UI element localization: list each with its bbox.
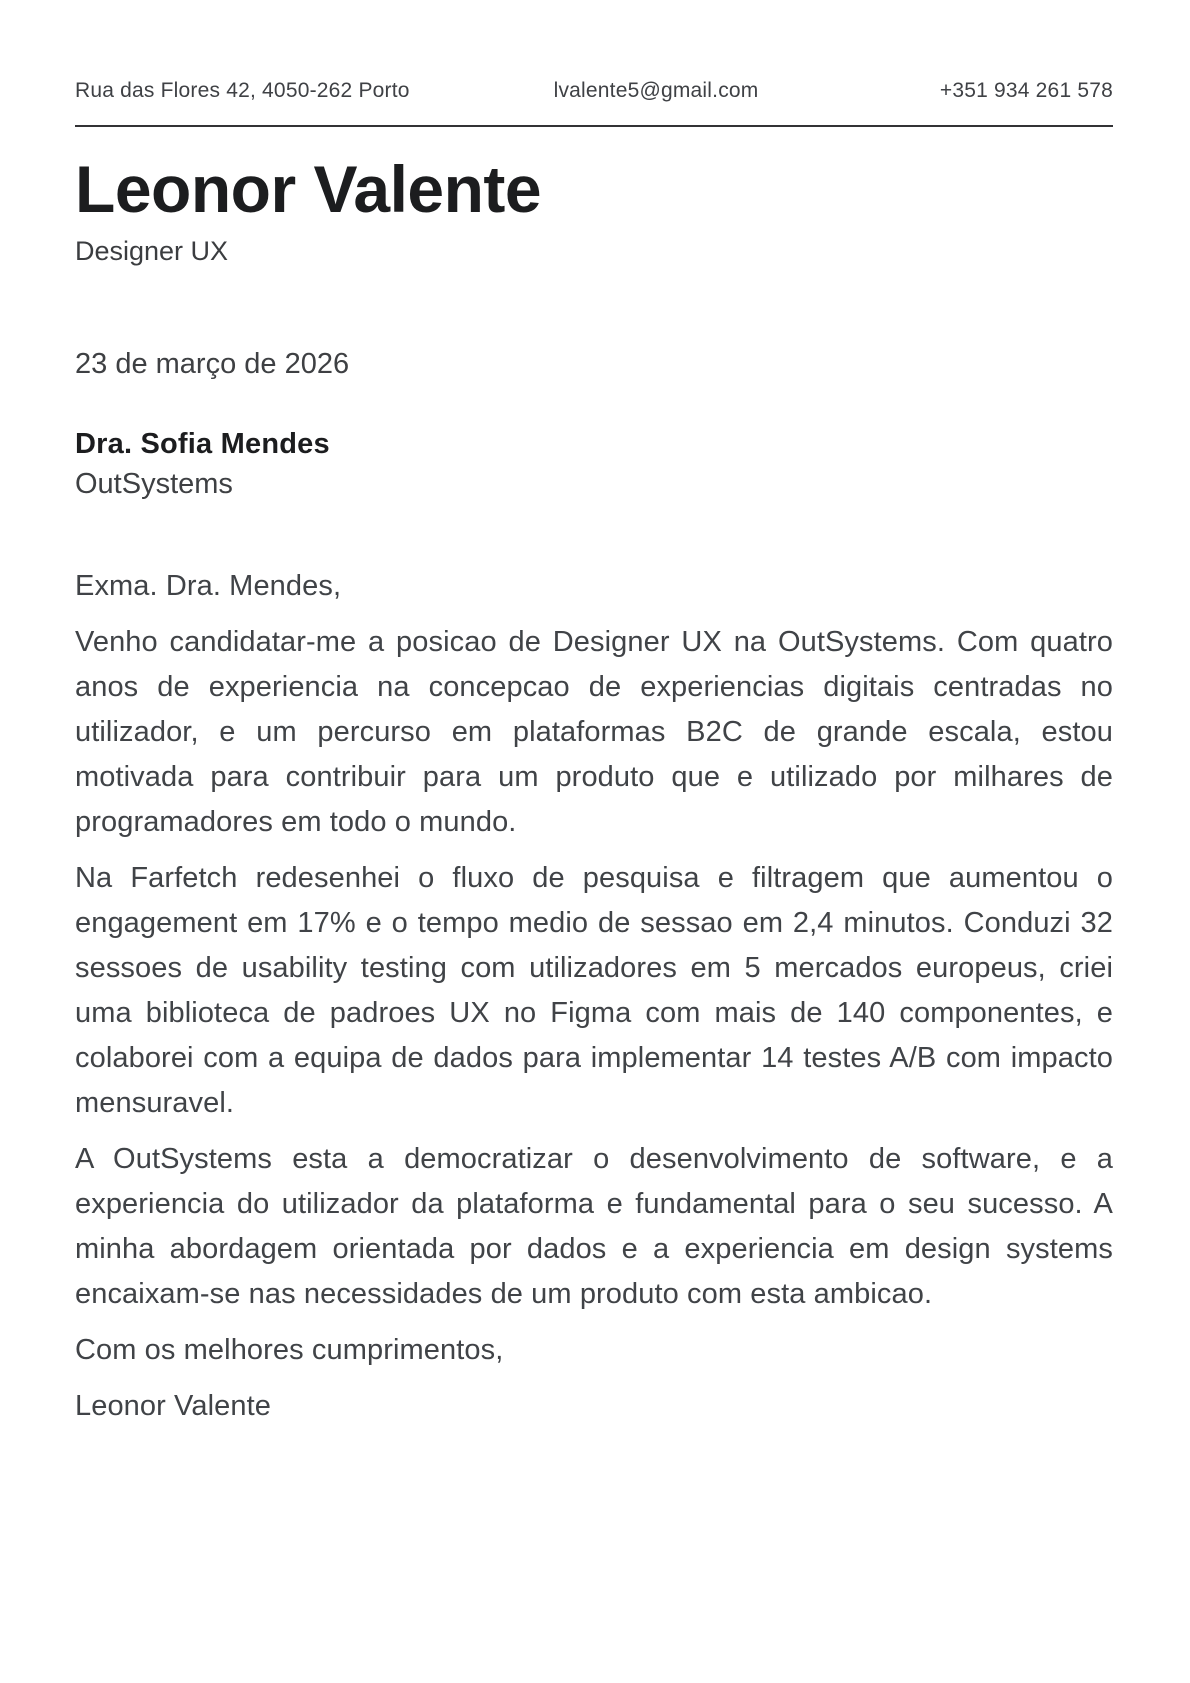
contact-phone: +351 934 261 578 [939, 79, 1113, 102]
recipient-name: Dra. Sofia Mendes [75, 428, 330, 460]
contact-email: lvalente5@gmail.com [553, 79, 759, 102]
letter-signature: Leonor Valente [75, 1390, 271, 1422]
applicant-role: Designer UX [75, 236, 229, 266]
contact-header [75, 78, 1113, 104]
letter-paragraph-3: A OutSystems esta a democratizar o desenvolvimento de software, e a experiencia do utilizador da plataforma e fundamental para o seu sucesso. A minha abordagem orientada por dados e a experiencia em design systems encaixam-se nas necessidades de um produto com esta ambicao. [75, 1143, 1113, 1310]
letter-closing: Com os melhores cumprimentos, [75, 1334, 504, 1366]
recipient-block [75, 424, 1113, 504]
letter-paragraph-1: Venho candidatar-me a posicao de Designer UX na OutSystems. Com quatro anos de experiencia na concepcao de experiencias digitais centradas no utilizador, e um percurso em plataformas B2C de grande escala, estou motivada para contribuir para um produto que e utilizado por milhares de programadores em todo o mundo. [75, 626, 1113, 838]
letter-paragraph-2: Na Farfetch redesenhei o fluxo de pesquisa e filtragem que aumentou o engagement em 17% e o tempo medio de sessao em 2,4 minutos. Conduzi 32 sessoes de usability testing com utilizadores em 5 mercados europeus, criei uma biblioteca de padroes UX no Figma com mais de 140 componentes, e colaborei com a equipa de dados para implementar 14 testes A/B com impacto mensuravel. [75, 862, 1113, 1119]
header-divider [75, 125, 1113, 127]
recipient-company: OutSystems [75, 468, 233, 500]
applicant-name-title: Leonor Valente [75, 152, 542, 226]
contact-address: Rua das Flores 42, 4050-262 Porto [75, 79, 410, 102]
letter-date: 23 de março de 2026 [75, 348, 350, 380]
letter-body [75, 564, 1113, 1429]
letter-greeting: Exma. Dra. Mendes, [75, 570, 342, 602]
